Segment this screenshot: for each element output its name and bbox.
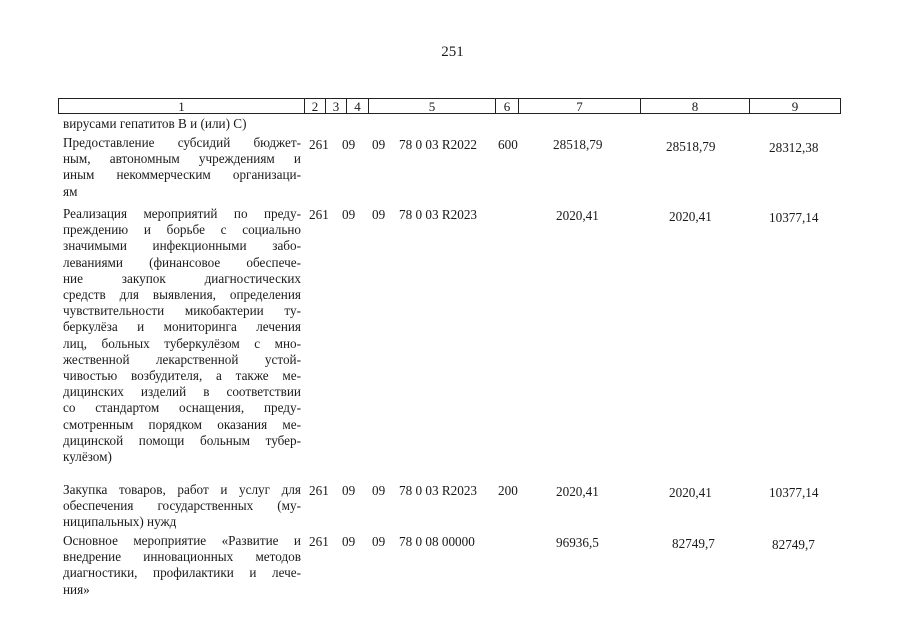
row-description: Закупка товаров, работ и услуг для обеспечения государственных (му- ниципальных) нужд [63, 482, 301, 530]
continuation-text: вирусами гепатитов В и (или) С) [63, 116, 247, 131]
cell-code-subsection: 09 [372, 483, 386, 498]
cell-code-section: 09 [342, 483, 356, 498]
row-description: Предоставление субсидий бюджет- ным, автономным учреждениям и иным некоммерческим организаци- ям [63, 135, 301, 199]
cell-code-admin: 261 [309, 483, 329, 498]
cell-amount-8: 82749,7 [672, 536, 715, 551]
header-col-7: 7 [518, 98, 641, 114]
cell-code-section: 09 [342, 137, 356, 152]
cell-code-target: 78 0 03 R2023 [399, 207, 478, 222]
cell-amount-7: 96936,5 [556, 535, 599, 550]
page-number: 251 [441, 44, 464, 60]
cell-code-admin: 261 [309, 207, 329, 222]
cell-code-subsection: 09 [372, 137, 386, 152]
cell-amount-8: 28518,79 [666, 139, 716, 154]
cell-code-target: 78 0 03 R2023 [399, 483, 478, 498]
cell-amount-7: 2020,41 [556, 208, 599, 223]
header-col-2: 2 [304, 98, 326, 114]
row-description: Реализация мероприятий по преду- преждению и борьбе с социально значимыми инфекционными забо- леваниями (финансовое обеспече- ние закупок диагностических средств для выявления, определения чувствительности микобактерии ту- беркулёза и мониторинга лечения лиц, больных туберкулёзом с мно- жественной лекарственной устой- чивостью возбудителя, а также ме- дицинских изделий в соответствии со стандартом оснащения, преду- смотренным порядком оказания ме- дицинской помощи больным тубер- кулёзом) [63, 206, 301, 465]
cell-code-section: 09 [342, 534, 356, 549]
header-col-9: 9 [749, 98, 841, 114]
cell-code-subsection: 09 [372, 534, 386, 549]
cell-code-admin: 261 [309, 137, 329, 152]
cell-amount-7: 2020,41 [556, 484, 599, 499]
header-col-1: 1 [58, 98, 305, 114]
cell-amount-9: 28312,38 [769, 140, 819, 155]
header-col-5: 5 [368, 98, 496, 114]
header-col-6: 6 [495, 98, 519, 114]
cell-code-subsection: 09 [372, 207, 386, 222]
cell-amount-8: 2020,41 [669, 209, 712, 224]
cell-amount-9: 82749,7 [772, 537, 815, 552]
header-col-8: 8 [640, 98, 750, 114]
header-col-4: 4 [346, 98, 369, 114]
cell-code-target: 78 0 08 00000 [399, 534, 475, 549]
header-col-3: 3 [325, 98, 347, 114]
cell-amount-9: 10377,14 [769, 210, 819, 225]
cell-amount-9: 10377,14 [769, 485, 819, 500]
row-description: Основное мероприятие «Развитие и внедрение инновационных методов диагностики, профилактики и лече- ния» [63, 533, 301, 597]
cell-code-section: 09 [342, 207, 356, 222]
cell-amount-8: 2020,41 [669, 485, 712, 500]
cell-amount-7: 28518,79 [553, 137, 603, 152]
cell-code-expense: 600 [498, 137, 518, 152]
cell-code-target: 78 0 03 R2022 [399, 137, 478, 152]
cell-code-admin: 261 [309, 534, 329, 549]
cell-code-expense: 200 [498, 483, 518, 498]
